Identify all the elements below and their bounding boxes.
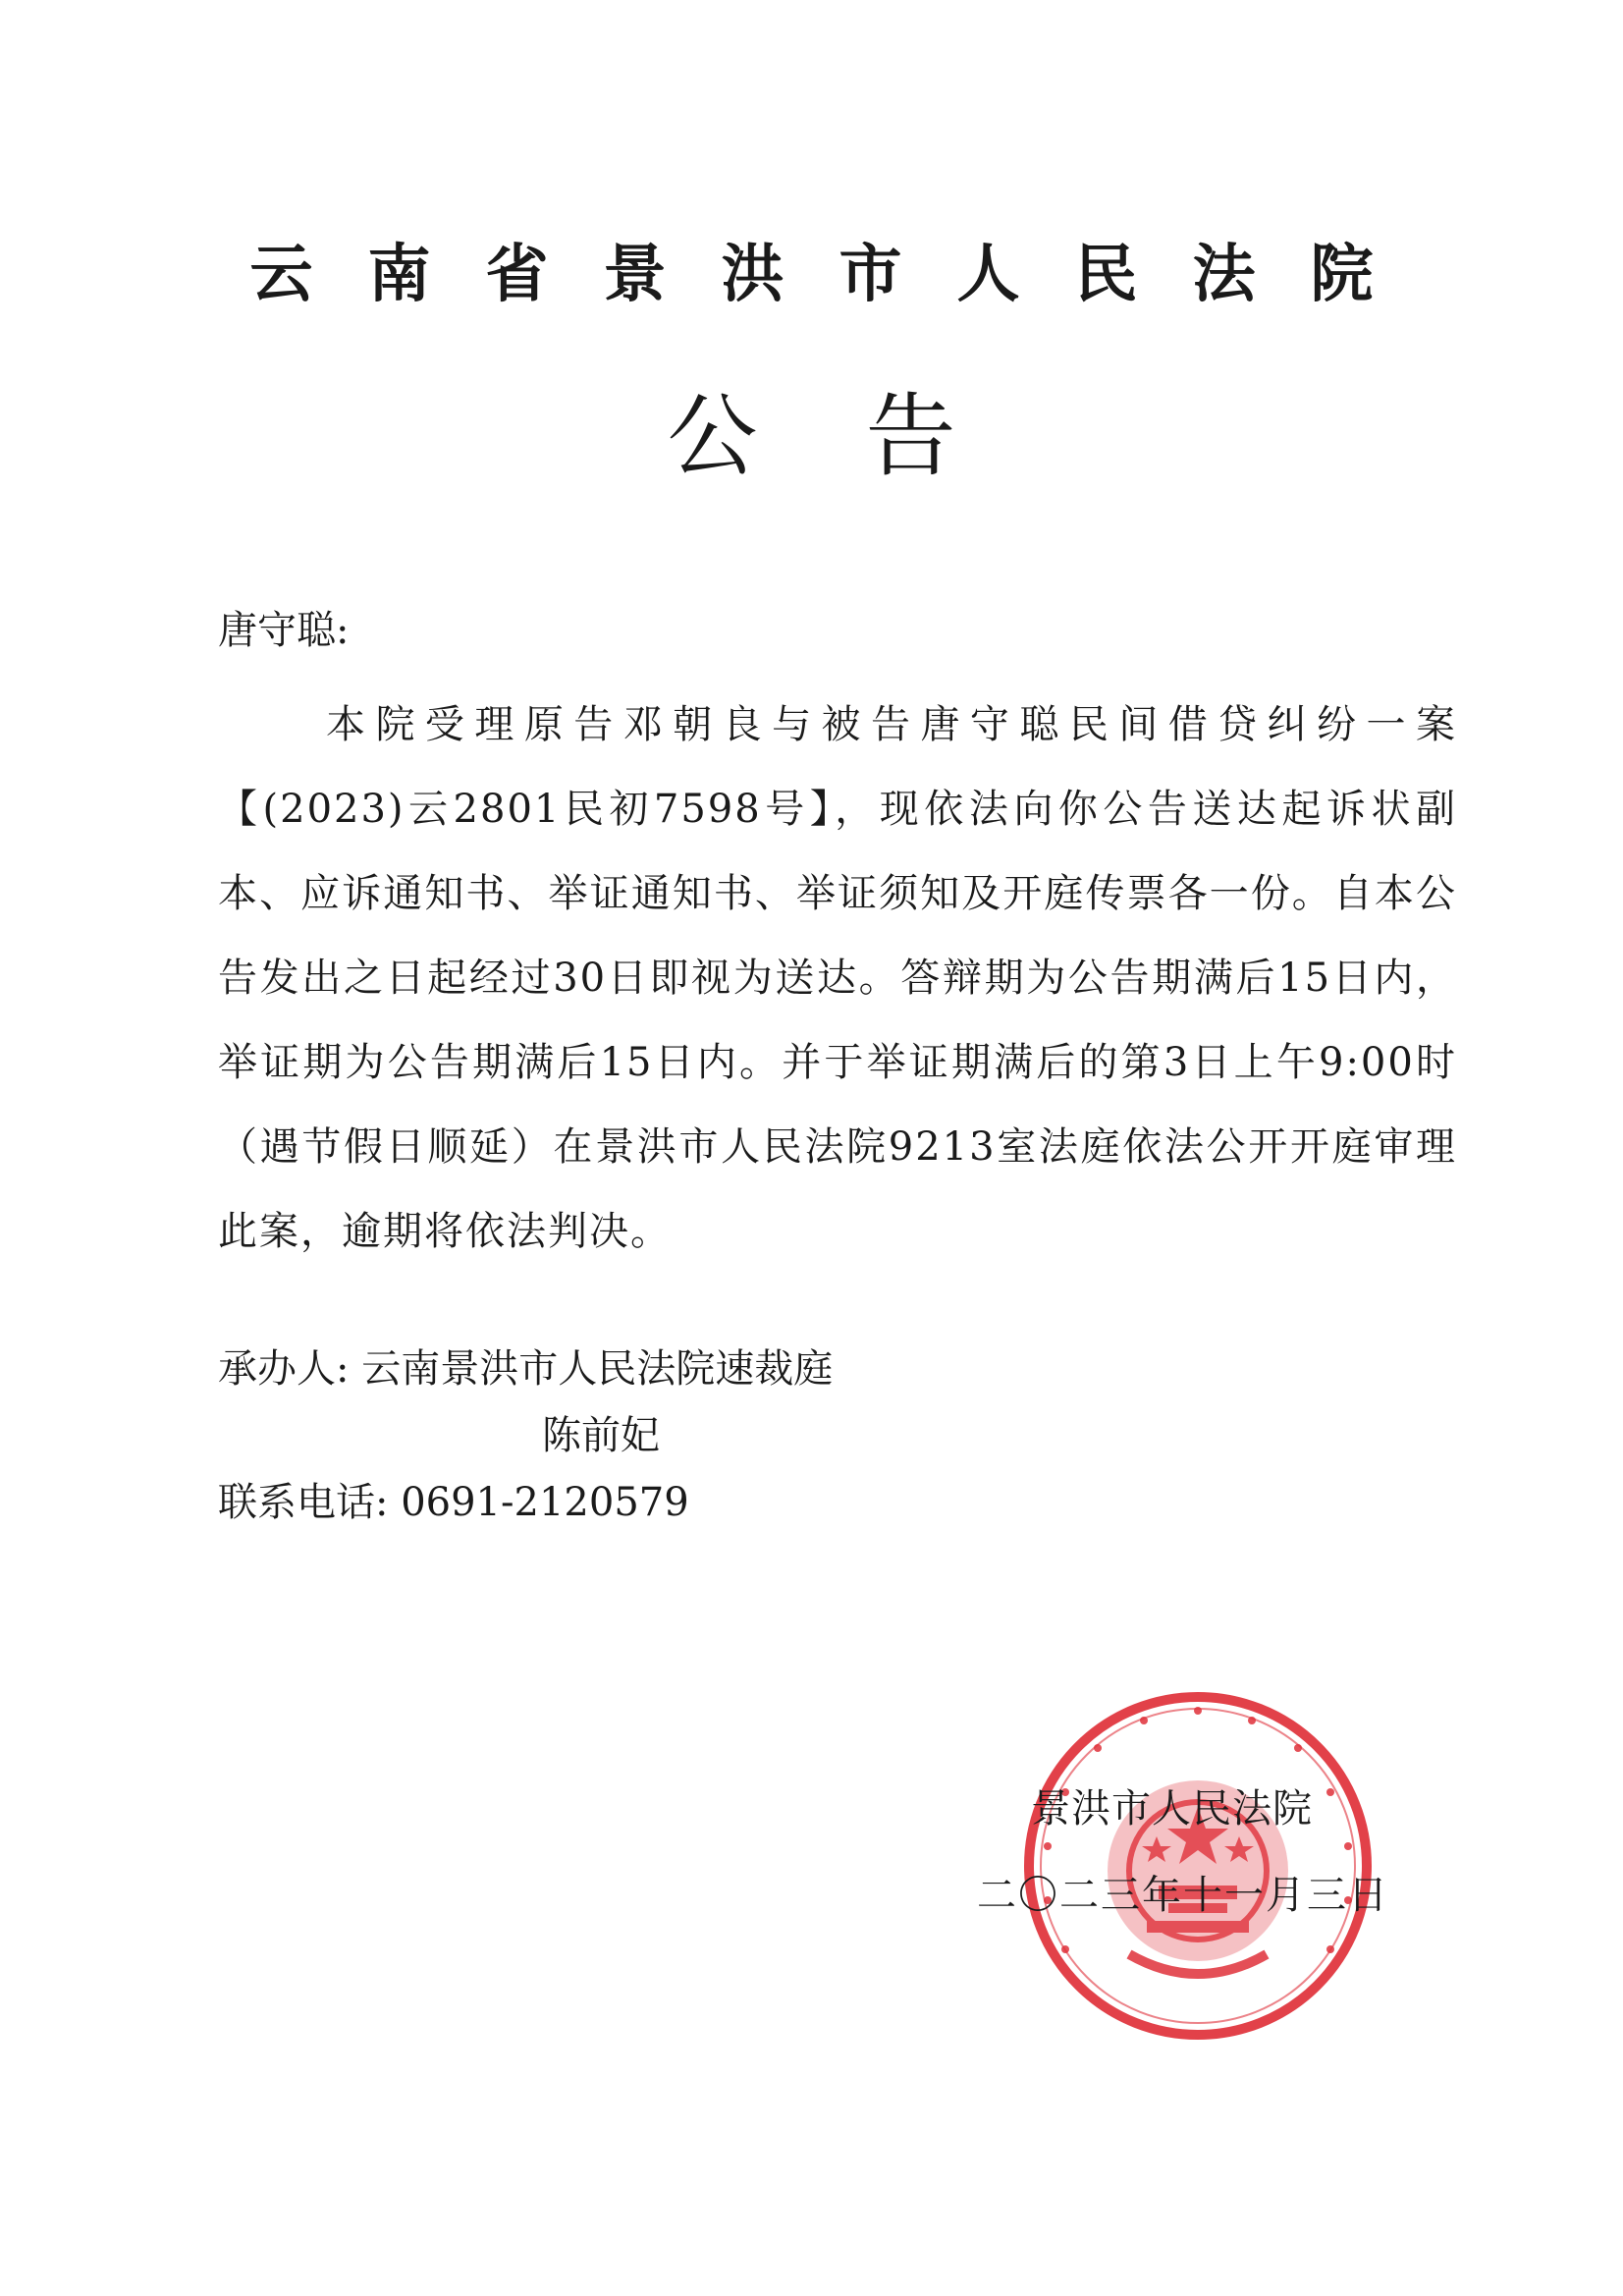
phone-label: 联系电话: <box>218 1480 389 1525</box>
handler-department: 云南景洪市人民法院速裁庭 <box>361 1346 834 1392</box>
signature-court-name: 景洪市人民法院 <box>1031 1786 1313 1831</box>
signature-date: 二〇二三年十一月三日 <box>977 1873 1389 1918</box>
phone-row <box>218 1469 833 1536</box>
addressee: 唐守聪: <box>218 608 350 653</box>
document-title: 公告 <box>667 384 1064 489</box>
phone-number: 0691-2120579 <box>401 1480 689 1525</box>
handler-label: 承办人: <box>218 1346 350 1392</box>
handler-row <box>218 1336 833 1402</box>
handler-name: 陈前妃 <box>542 1413 660 1458</box>
notice-body: 本院受理原告邓朝良与被告唐守聪民间借贷纠纷一案【(2023)云2801民初7598号】，现依法向你公告送达起诉状副本、应诉通知书、举证通知书、举证须知及开庭传票各一份。自本公告发出之日起经过30日即视为送达。答辩期为公告期满后15日内，举证期为公告期满后15日内。并于举证期满后的第3日上午9:00时（遇节假日顺延）在景洪市人民法院9213室法庭依法公开开庭审理此案，逾期将依法判决。 <box>218 702 1457 1254</box>
court-name-heading: 云南省景洪市人民法院 <box>249 239 1429 311</box>
handler-info <box>218 1336 833 1536</box>
